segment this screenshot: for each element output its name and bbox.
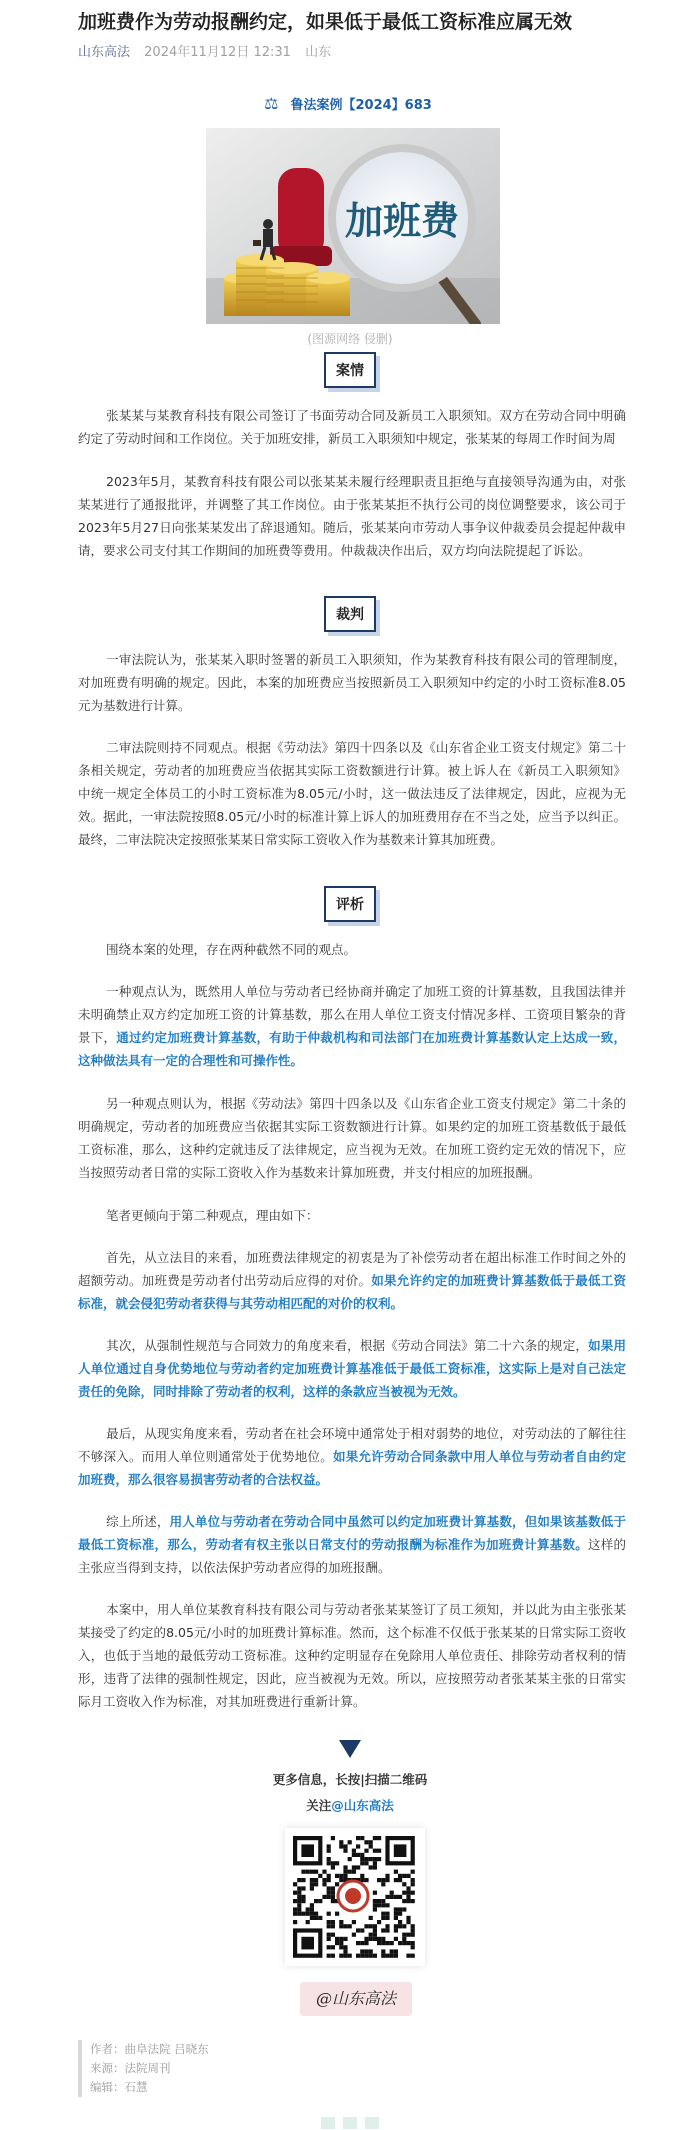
editor-line: 编辑：石慧 bbox=[90, 2080, 148, 2094]
article-title: 加班费作为劳动报酬约定，如果低于最低工资标准应属无效 bbox=[78, 11, 573, 33]
case-number-text: 鲁法案例【2024】683 bbox=[287, 98, 436, 113]
scales-icon: ⚖ bbox=[264, 94, 279, 113]
analysis-paragraph-2: 一种观点认为，既然用人单位与劳动者已经协商并确定了加班工资的计算基数，且我国法律并未明确禁止双方约定加班工资的计算基数，那么在用人单位工资支付情况多样、工资项目繁杂的背景下，通过约定加班费计算基数，有助于仲裁机构和司法部门在加班费计算基数认定上达成一致，这种做法具有一定的合理性和可操作性。 bbox=[78, 984, 626, 1068]
facts-paragraph-2: 2023年5月，某教育科技有限公司以张某某未履行经理职责且拒绝与直接领导沟通为由，对张某某进行了通报批评，并调整了其工作岗位。由于张某某拒不执行公司的岗位调整要求，该公司于2023年5月27日向张某某发出了辞退通知。随后，张某某向市劳动人事争议仲裁委员会提起仲裁申请，要求公司支付其工作期间的加班费等费用。仲裁裁决作出后，双方均向法院提起了诉讼。 bbox=[78, 474, 626, 558]
hero-image bbox=[206, 128, 500, 324]
analysis-paragraph-6: 其次，从强制性规范与合同效力的角度来看，根据《劳动合同法》第二十六条的规定，如果用人单位通过自身优势地位与劳动者约定加班费计算基准低于最低工资标准，这实际上是对自己法定责任的免除，同时排除了劳动者的权利，这样的条款应当被视为无效。 bbox=[78, 1338, 626, 1399]
article-credits bbox=[78, 2040, 209, 2097]
publish-location: 山东 bbox=[305, 45, 332, 60]
image-caption: (图源网络 侵删) bbox=[307, 332, 393, 346]
ruling-paragraph-1: 一审法院认为，张某某入职时签署的新员工入职须知，作为某教育科技有限公司的管理制度，对加班费有明确的规定。因此，本案的加班费应当按照新员工入职须知中约定的小时工资标准8.05元为基数进行计算。 bbox=[78, 652, 626, 713]
qr-code-pattern bbox=[293, 1836, 417, 1958]
analysis-paragraph-3: 另一种观点则认为，根据《劳动法》第四十四条以及《山东省企业工资支付规定》第二十条的明确规定，劳动者的加班费应当依据其实际工资数额进行计算。如果约定的加班工资基数低于最低工资标准，那么，这种约定就违反了法律规定，应当视为无效。在加班工资约定无效的情况下，应当按照劳动者日常的实际工资收入作为基数来计算加班费，并支付相应的加班报酬。 bbox=[78, 1096, 626, 1180]
follow-line: 关注@山东高法 bbox=[306, 1798, 394, 1813]
analysis-paragraph-5: 首先，从立法目的来看，加班费法律规定的初衷是为了补偿劳动者在超出标准工作时间之外的超额劳动。加班费是劳动者付出劳动后应得的对价。如果允许约定的加班费计算基数低于最低工资标准，就会侵犯劳动者获得与其劳动相匹配的对价的权利。 bbox=[78, 1250, 626, 1311]
overtime-pay-illustration bbox=[206, 128, 500, 324]
facts-paragraph-1: 张某某与某教育科技有限公司签订了书面劳动合同及新员工入职须知。双方在劳动合同中明确约定了劳动时间和工作岗位。关于加班安排，新员工入职须知中规定，张某某的每周工作时间为周 bbox=[78, 408, 626, 446]
section-label-facts: 案情 bbox=[0, 352, 700, 388]
section-label-ruling: 裁判 bbox=[0, 596, 700, 632]
source-line: 来源：法院周刊 bbox=[90, 2061, 171, 2075]
hero-sign-text: 加班费 bbox=[344, 199, 460, 243]
analysis-paragraph-1: 围绕本案的处理，存在两种截然不同的观点。 bbox=[106, 942, 357, 957]
analysis-paragraph-8: 综上所述，用人单位与劳动者在劳动合同中虽然可以约定加班费计算基数，但如果该基数低于最低工资标准，那么，劳动者有权主张以日常支付的劳动报酬为标准作为加班费计算基数。这样的主张应当得到支持，以依法保护劳动者应得的加班报酬。 bbox=[78, 1514, 626, 1575]
qr-code[interactable] bbox=[285, 1828, 425, 1966]
article-meta bbox=[78, 44, 331, 62]
more-info-text: 更多信息，长按|扫描二维码 bbox=[272, 1772, 428, 1787]
ruling-paragraph-2: 二审法院则持不同观点。根据《劳动法》第四十四条以及《山东省企业工资支付规定》第二十条相关规定，劳动者的加班费应当依据其实际工资数额进行计算。被上诉人在《新员工入职须知》中统一规定全体员工的小时工资标准为8.05元/小时，这一做法违反了法律规定，因此，应视为无效。据此，一审法院按照8.05元/小时的标准计算上诉人的加班费用存在不当之处，应当予以纠正。最终，二审法院决定按照张某某日常实际工资收入作为基数来计算其加班费。 bbox=[78, 740, 626, 847]
down-arrow-icon bbox=[339, 1740, 361, 1758]
follow-account-link[interactable]: @山东高法 bbox=[331, 1798, 394, 1813]
footer-decoration bbox=[0, 2114, 700, 2130]
analysis-paragraph-4: 笔者更倾向于第二种观点，理由如下： bbox=[106, 1208, 319, 1223]
publish-datetime: 2024年11月12日 12:31 bbox=[144, 45, 291, 60]
author-line: 作者：曲阜法院 吕晓东 bbox=[90, 2042, 209, 2056]
analysis-paragraph-9: 本案中，用人单位某教育科技有限公司与劳动者张某某签订了员工须知，并以此为由主张张某某接受了约定的8.05元/小时的加班费计算标准。然而，这个标准不仅低于张某某的日常实际工资收入，也低于当地的最低劳动工资标准。这种约定明显存在免除用人单位责任、排除劳动者权利的情形，违背了法律的强制性规定，因此，应当被视为无效。所以，应按照劳动者张某某主张的日常实际月工资收入作为标准，对其加班费进行重新计算。 bbox=[78, 1602, 626, 1709]
case-number-tag bbox=[0, 94, 700, 113]
signature-logo: @山东高法 bbox=[300, 1982, 412, 2016]
section-label-analysis: 评析 bbox=[0, 886, 700, 922]
account-link[interactable]: 山东高法 bbox=[78, 45, 131, 60]
analysis-paragraph-7: 最后，从现实角度来看，劳动者在社会环境中通常处于相对弱势的地位，对劳动法的了解往往不够深入。而用人单位则通常处于优势地位。如果允许劳动合同条款中用人单位与劳动者自由约定加班费，那么很容易损害劳动者的合法权益。 bbox=[78, 1426, 626, 1487]
